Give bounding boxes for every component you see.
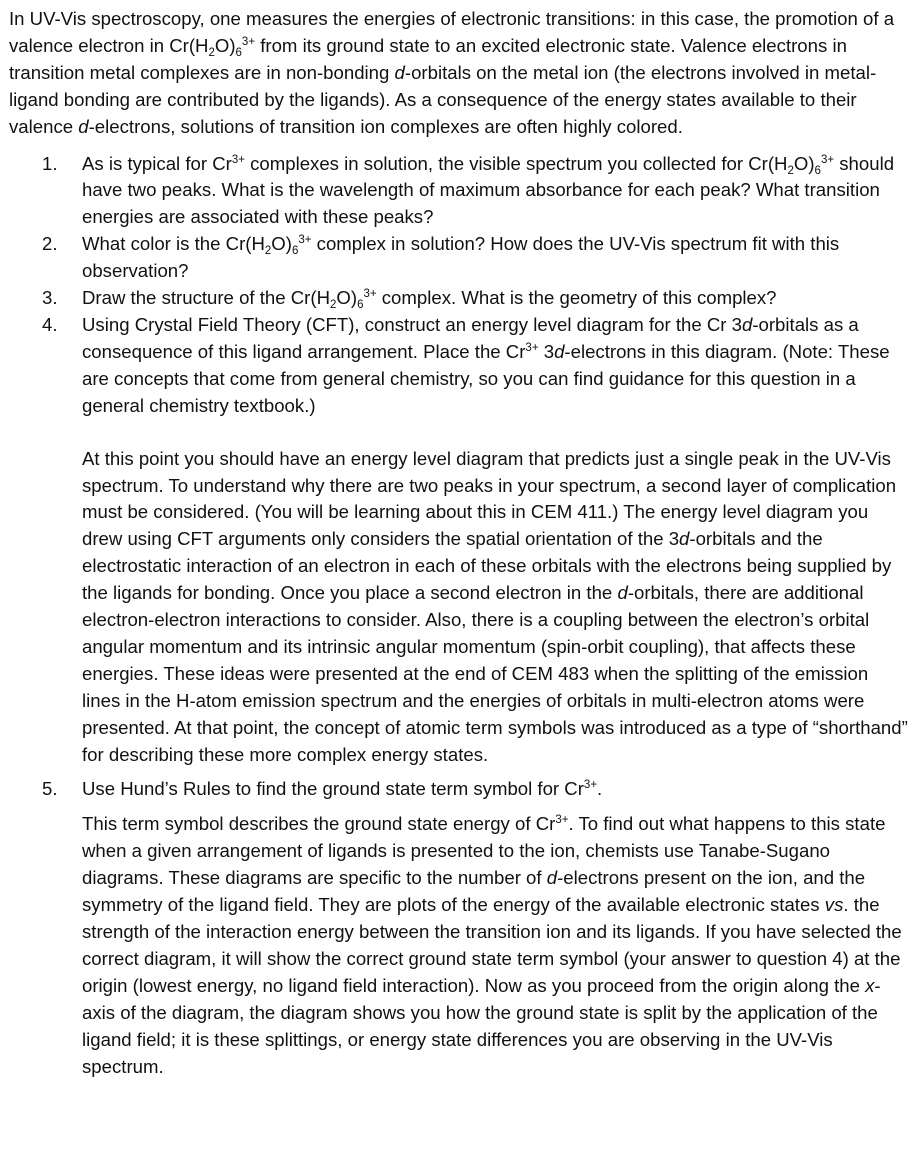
question-3 [9,285,909,312]
subscript: 6 [357,299,364,312]
text: . To find out what happens to this state when a given arrangement of ligands is presented to the ion, chemists use Tanabe-Sugano diagrams. These diagrams are specific to the number of [82,813,886,889]
question-2 [9,231,909,285]
question-1 [9,151,909,232]
superscript: 3+ [820,153,835,166]
question-list-2 [9,776,909,803]
italic-text: d [546,867,558,889]
text: O) [271,233,292,255]
text: Use Hund’s Rules to find the ground state term symbol for Cr [82,778,584,800]
superscript: 3+ [298,234,312,247]
text: -orbitals on the metal ion (the electrons involved in metal-ligand bonding are contributed by the ligands). As a consequence of the energy states available to their valence [9,61,877,137]
superscript: 3+ [231,153,245,166]
text: 3 [538,340,555,362]
text: complex. What is the geometry of this complex? [376,287,777,309]
text: This term symbol describes the ground state energy of Cr [82,813,556,835]
text: -orbitals, there are additional electron-electron interactions to consider. Also, there is a coupling between the electron’s orbital angular momentum and its intrinsic angular momentum (spin-orbit coupling), that affects these energies. These ideas were presented at the end of CEM 483 when the splitting of the emission lines in the H-atom emission spectrum and the energies of orbitals in multi-electron atoms were presented. At that point, the concept of atomic term symbols was introduced as a type of “shorthand” for describing these more complex energy states. [82,582,908,765]
question-number: 1. [42,152,58,174]
subscript: 2 [208,46,215,59]
question-number: 2. [42,233,58,255]
superscript: 3+ [583,779,598,792]
question-5 [9,776,909,803]
text: In UV-Vis spectroscopy, one measures the energies of electronic transitions: in this case, the promotion of a valence electron in Cr(H [9,8,895,56]
text: O) [336,287,358,309]
text: O) [214,34,236,56]
subscript: 2 [330,299,337,312]
text: complexes in solution, the visible spectrum you collected for Cr(H [244,152,788,174]
tanabe-sugano-paragraph [9,811,909,1080]
subscript: 2 [787,164,794,177]
question-number: 5. [42,778,58,800]
italic-text: d [394,61,405,83]
subscript: 2 [264,245,272,258]
superscript: 3+ [363,288,377,301]
explanation-paragraph [9,446,909,769]
question-4 [9,312,909,420]
text: -axis of the diagram, the diagram shows you how the ground state is split by the application of the ligand field; it is these splittings, or energy state differences you are observing in the UV-Vis spectrum. [82,974,881,1077]
text: As is typical for Cr [82,152,232,174]
question-list [9,151,909,420]
text: . the strength of the interaction energy between the transition ion and its ligands. If you have selected the correct diagram, it will show the correct ground state term symbol (your answer to question 4) at the origin (lowest energy, no ligand field interaction). Now as you proceed from the origin along the [82,894,902,996]
text: Using Crystal Field Theory (CFT), construct an energy level diagram for the Cr 3 [82,313,742,335]
italic-text: d [78,115,89,137]
text: Draw the structure of the Cr(H [82,287,330,309]
subscript: 6 [235,46,242,59]
subscript: 6 [814,164,821,177]
text: -electrons present on the ion, and the symmetry of the ligand field. They are plots of the energy of the available electronic states [82,867,866,916]
question-number: 4. [42,313,58,335]
text: -orbitals and the electrostatic interaction of an electron in each of these orbitals with the electrons being supplied by the ligands for bonding. Once you place a second electron in the [82,528,892,604]
superscript: 3+ [555,814,569,827]
text: . [597,778,603,800]
text: complex in solution? How does the UV-Vis spectrum fit with this observation? [82,233,840,282]
italic-text: d [679,528,690,550]
superscript: 3+ [241,35,256,48]
text: -electrons, solutions of transition ion complexes are often highly colored. [88,115,683,137]
intro-paragraph [9,6,909,141]
italic-text: vs [824,894,844,916]
text: -orbitals as a consequence of this ligand arrangement. Place the Cr [82,313,859,362]
text: -electrons in this diagram. (Note: These are concepts that come from general chemistry, so you can find guidance for this question in a general chemistry textbook.) [82,340,890,416]
text: should have two peaks. What is the wavelength of maximum absorbance for each peak? What transition energies are associated with these peaks? [82,152,895,228]
text: At this point you should have an energy level diagram that predicts just a single peak in the UV-Vis spectrum. To understand why there are two peaks in your spectrum, a second layer of complication must be considered. (You will be learning about this in CEM 411.) The energy level diagram you drew using CFT arguments only considers the spatial orientation of the 3 [82,447,897,550]
text: What color is the Cr(H [82,233,265,255]
italic-text: d [617,582,628,604]
question-number: 3. [42,287,58,309]
italic-text: d [741,313,753,335]
italic-text: x [865,974,875,996]
text: from its ground state to an excited electronic state. Valence electrons in transition metal complexes are in non-bonding [9,34,847,83]
superscript: 3+ [525,341,539,354]
subscript: 6 [291,245,299,258]
italic-text: d [554,340,565,362]
text: O) [793,152,815,174]
